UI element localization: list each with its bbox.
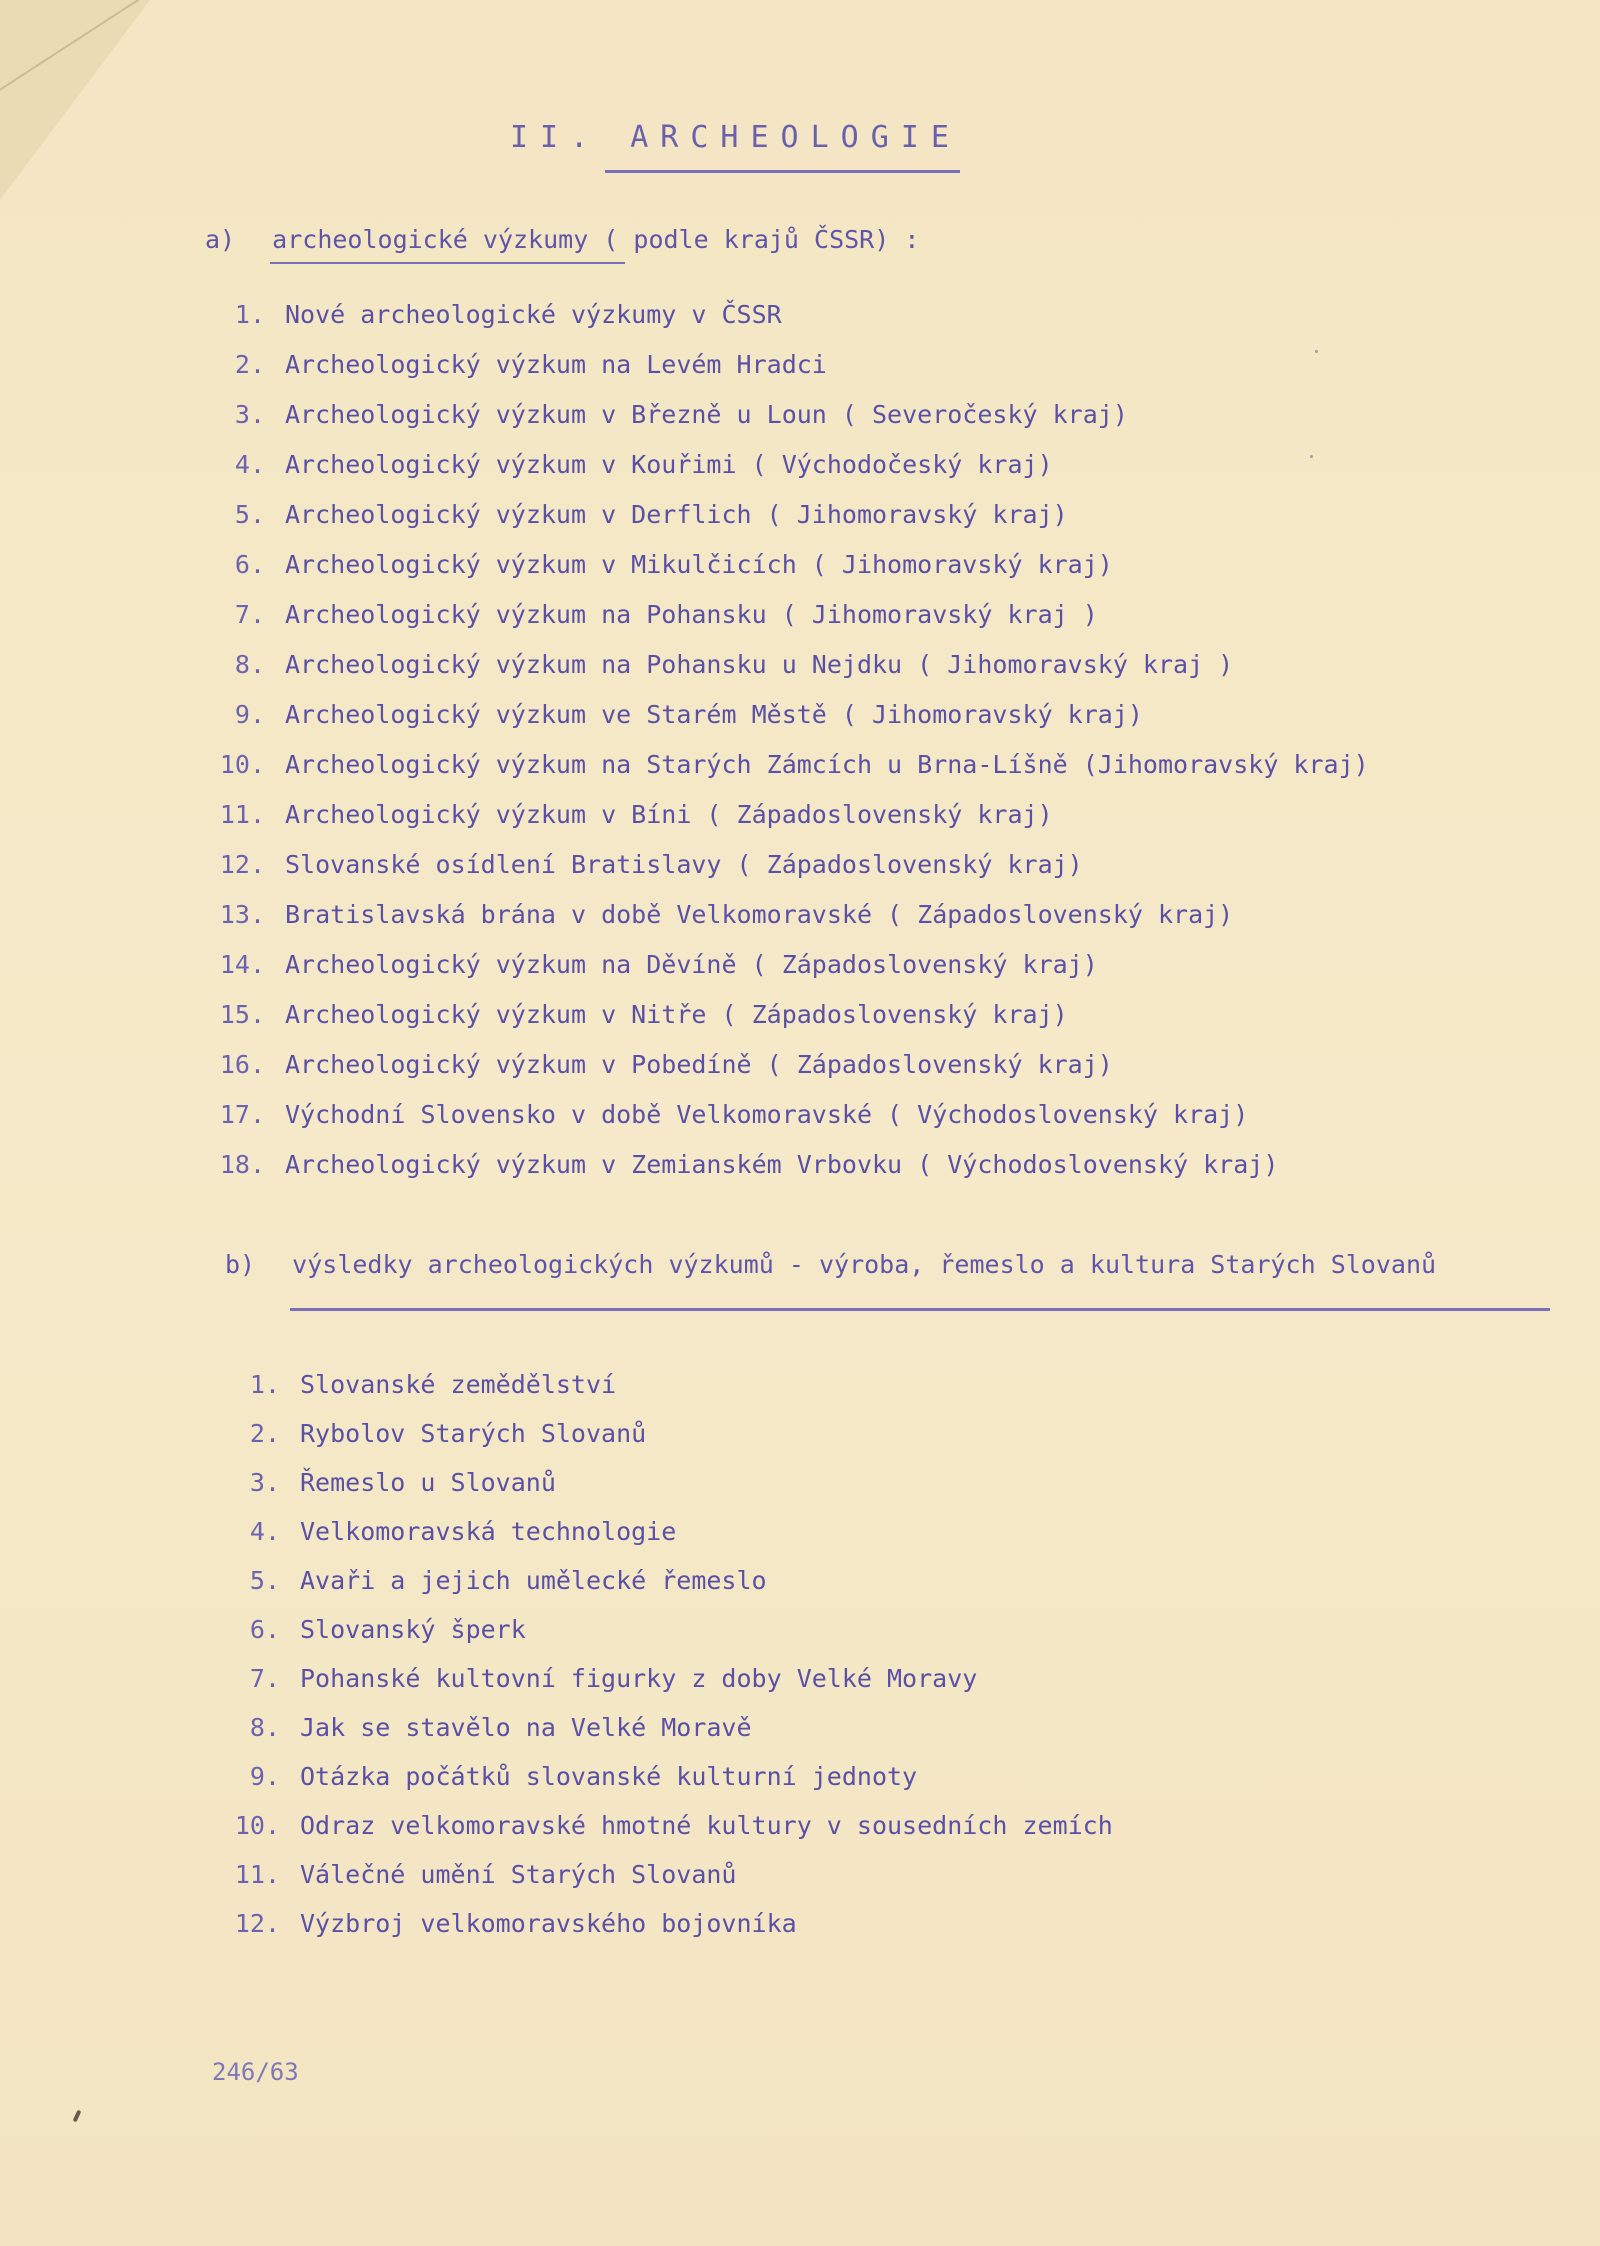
item-text: Výzbroj velkomoravského bojovníka	[300, 1909, 797, 1938]
item-text: Otázka počátků slovanské kulturní jednoty	[300, 1762, 918, 1791]
section-b-underline	[290, 1308, 1550, 1311]
item-text: Archeologický výzkum v Derflich ( Jihomoravský kraj)	[285, 500, 1068, 529]
item-number: 13.	[219, 900, 265, 929]
item-number: 3.	[249, 1468, 280, 1497]
section-a-heading	[205, 225, 919, 254]
list-item	[195, 650, 1233, 679]
list-item	[195, 1150, 1278, 1179]
list-item	[195, 600, 1098, 629]
section-b-title: výsledky archeologických výzkumů - výroba, řemeslo a kultura Starých Slovanů	[292, 1250, 1437, 1279]
item-number: 5.	[234, 500, 265, 529]
item-number: 4.	[249, 1517, 280, 1546]
item-text: Archeologický výzkum v Kouřimi ( Východočeský kraj)	[285, 450, 1053, 479]
item-text: Slovanské zemědělství	[300, 1370, 617, 1399]
item-text: Archeologický výzkum v Zemianském Vrbovku ( Východoslovenský kraj)	[285, 1150, 1279, 1179]
item-text: Archeologický výzkum v Bíni ( Západoslovenský kraj)	[285, 800, 1053, 829]
list-item	[195, 850, 1083, 879]
item-number: 6.	[234, 550, 265, 579]
item-number: 12.	[234, 1909, 280, 1938]
item-number: 8.	[234, 650, 265, 679]
item-text: Slovanský šperk	[300, 1615, 526, 1644]
item-number: 8.	[249, 1713, 280, 1742]
item-number: 3.	[234, 400, 265, 429]
list-item	[195, 900, 1233, 929]
item-text: Archeologický výzkum v Pobedíně ( Západoslovenský kraj)	[285, 1050, 1113, 1079]
list-item	[195, 1100, 1248, 1129]
list-item	[210, 1419, 646, 1448]
item-text: Východní Slovensko v době Velkomoravské ( Východoslovenský kraj)	[285, 1100, 1249, 1129]
list-item	[210, 1664, 977, 1693]
item-text: Avaři a jejich umělecké řemeslo	[300, 1566, 767, 1595]
list-item	[210, 1713, 752, 1742]
section-b-heading	[225, 1250, 1436, 1279]
item-text: Válečné umění Starých Slovanů	[300, 1860, 737, 1889]
item-text: Odraz velkomoravské hmotné kultury v sousedních zemích	[300, 1811, 1113, 1840]
item-text: Archeologický výzkum na Děvíně ( Západoslovenský kraj)	[285, 950, 1098, 979]
list-item	[210, 1615, 526, 1644]
list-item	[210, 1517, 676, 1546]
section-a-label: a)	[205, 225, 236, 254]
item-number: 16.	[219, 1050, 265, 1079]
list-item	[195, 550, 1113, 579]
list-item	[210, 1468, 556, 1497]
item-number: 6.	[249, 1615, 280, 1644]
item-text: Archeologický výzkum na Levém Hradci	[285, 350, 827, 379]
list-item	[195, 750, 1369, 779]
list-item	[195, 300, 782, 329]
item-number: 7.	[249, 1664, 280, 1693]
item-text: Bratislavská brána v době Velkomoravské ( Západoslovenský kraj)	[285, 900, 1234, 929]
list-item	[195, 350, 827, 379]
item-text: Slovanské osídlení Bratislavy ( Západoslovenský kraj)	[285, 850, 1083, 879]
item-text: Pohanské kultovní figurky z doby Velké Moravy	[300, 1664, 978, 1693]
document-number: 246/63	[212, 2058, 299, 2086]
title-underline	[605, 170, 960, 173]
list-item	[210, 1860, 737, 1889]
item-text: Archeologický výzkum v Nitře ( Západoslovenský kraj)	[285, 1000, 1068, 1029]
item-number: 2.	[249, 1419, 280, 1448]
item-number: 10.	[219, 750, 265, 779]
list-item	[195, 950, 1098, 979]
paper-speck	[1315, 350, 1318, 353]
item-number: 14.	[219, 950, 265, 979]
item-number: 1.	[249, 1370, 280, 1399]
item-number: 15.	[219, 1000, 265, 1029]
ink-mark	[73, 2110, 82, 2123]
folded-corner	[0, 0, 150, 200]
list-item	[210, 1909, 797, 1938]
item-number: 7.	[234, 600, 265, 629]
item-number: 11.	[219, 800, 265, 829]
list-item	[210, 1370, 616, 1399]
list-item	[210, 1566, 767, 1595]
section-a-title: archeologické výzkumy ( podle krajů ČSSR) :	[272, 225, 920, 254]
list-item	[195, 1050, 1113, 1079]
list-item	[210, 1811, 1113, 1840]
item-text: Archeologický výzkum na Pohansku u Nejdku ( Jihomoravský kraj )	[285, 650, 1234, 679]
list-item	[195, 400, 1128, 429]
section-b-label: b)	[225, 1250, 256, 1279]
list-item	[195, 450, 1053, 479]
list-item	[195, 800, 1053, 829]
item-text: Velkomoravská technologie	[300, 1517, 677, 1546]
item-text: Nové archeologické výzkumy v ČSSR	[285, 300, 782, 329]
item-number: 5.	[249, 1566, 280, 1595]
item-text: Archeologický výzkum na Pohansku ( Jihomoravský kraj )	[285, 600, 1098, 629]
list-item	[210, 1762, 917, 1791]
item-number: 4.	[234, 450, 265, 479]
item-number: 11.	[234, 1860, 280, 1889]
item-text: Archeologický výzkum v Březně u Loun ( Severočeský kraj)	[285, 400, 1128, 429]
item-number: 12.	[219, 850, 265, 879]
list-item	[195, 1000, 1068, 1029]
list-item	[195, 700, 1143, 729]
item-text: Archeologický výzkum na Starých Zámcích u Brna-Líšně (Jihomoravský kraj)	[285, 750, 1369, 779]
item-text: Archeologický výzkum v Mikulčicích ( Jihomoravský kraj)	[285, 550, 1113, 579]
item-text: Jak se stavělo na Velké Moravě	[300, 1713, 752, 1742]
item-text: Archeologický výzkum ve Starém Městě ( Jihomoravský kraj)	[285, 700, 1143, 729]
item-number: 18.	[219, 1150, 265, 1179]
item-text: Rybolov Starých Slovanů	[300, 1419, 647, 1448]
item-number: 2.	[234, 350, 265, 379]
item-text: Řemeslo u Slovanů	[300, 1468, 556, 1497]
item-number: 9.	[234, 700, 265, 729]
item-number: 9.	[249, 1762, 280, 1791]
section-a-underline	[270, 262, 625, 264]
item-number: 10.	[234, 1811, 280, 1840]
list-item	[195, 500, 1068, 529]
item-number: 1.	[234, 300, 265, 329]
page-title: II. ARCHEOLOGIE	[510, 120, 961, 155]
paper-speck	[1310, 455, 1313, 458]
item-number: 17.	[219, 1100, 265, 1129]
